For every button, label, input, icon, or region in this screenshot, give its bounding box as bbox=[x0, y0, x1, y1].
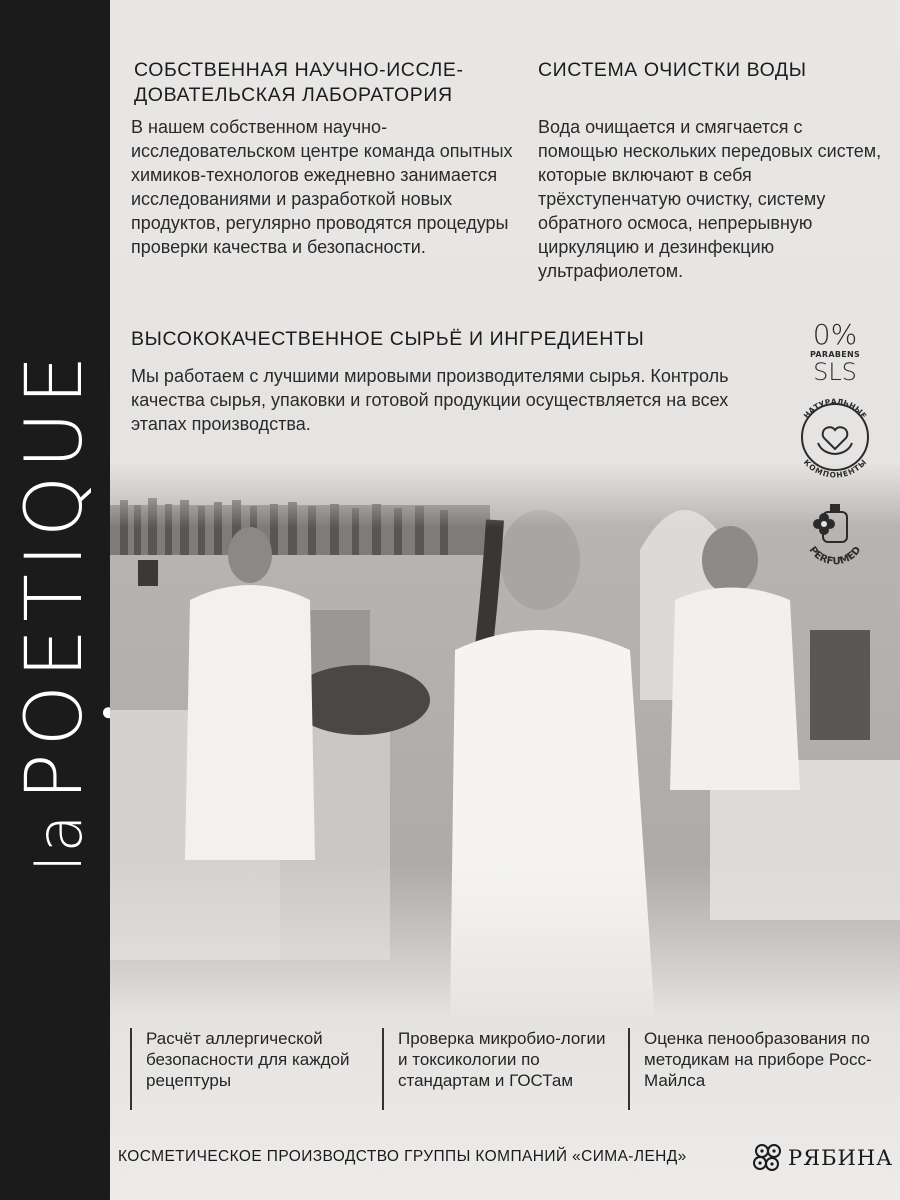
heart-icon bbox=[823, 427, 848, 449]
partner-logo bbox=[750, 1140, 893, 1176]
badges bbox=[790, 320, 880, 583]
feature-item: Расчёт аллергической безопасности для каждой рецептуры bbox=[130, 1028, 366, 1110]
materials-title: ВЫСОКОКАЧЕСТВЕННОЕ СЫРЬЁ И ИНГРЕДИЕНТЫ bbox=[131, 328, 645, 350]
materials-text: Мы работаем с лучшими мировыми производителями сырья. Контроль качества сырья, упаковки и готовой продукции осуществляется на всех этапах производства. bbox=[131, 366, 729, 434]
partner-name: РЯБИНА bbox=[788, 1146, 894, 1170]
feature-item: Проверка микробио-логии и токсикологии по стандартам и ГОСТам bbox=[382, 1028, 618, 1110]
feature-item: Оценка пенообразования по методикам на приборе Росс-Майлса bbox=[628, 1028, 894, 1110]
brand-name: PO ETIQUE bbox=[10, 348, 100, 800]
lab-photo bbox=[110, 457, 900, 1020]
lab-photo-illustration bbox=[110, 457, 900, 1020]
badge-natural-top: НАТУРАЛЬНЫЕ bbox=[801, 396, 869, 421]
brand-logo bbox=[10, 348, 100, 871]
no-parabens-sls-badge bbox=[790, 320, 880, 385]
brand-o-letter: O bbox=[10, 678, 100, 746]
lab-title: СОБСТВЕННАЯ НАУЧНО-ИССЛЕ-ДОВАТЕЛЬСКАЯ ЛАБОРАТОРИЯ bbox=[134, 59, 464, 106]
features-list bbox=[130, 1028, 900, 1118]
water-text: Вода очищается и смягчается с помощью нескольких передовых систем, которые включают в себя трёхступенчатую очистку, систему обратного осмоса, непрерывную циркуляцию и дезинфекцию ультрафиолетом. bbox=[538, 117, 882, 281]
brand-sidebar bbox=[0, 0, 110, 1200]
brand-prefix: la bbox=[23, 812, 96, 872]
badge-parabens: PARABENS bbox=[809, 350, 861, 359]
lab-text: В нашем собственном научно-исследовательском центре команда опытных химиков-технологов ежедневно занимается исследованиями и разработкой новых продуктов, регулярно проводятся процедуры проверки качества и безопасности. bbox=[131, 117, 513, 257]
water-title: СИСТЕМА ОЧИСТКИ ВОДЫ bbox=[538, 59, 807, 81]
perfumed-badge bbox=[790, 490, 880, 578]
badge-sls: SLS bbox=[813, 358, 857, 386]
rowan-berries-icon bbox=[750, 1140, 786, 1176]
flower-icon bbox=[813, 513, 835, 535]
badge-natural-bottom: КОМПОНЕНТЫ bbox=[801, 457, 869, 480]
badge-perfumed: PERFUMED bbox=[806, 544, 864, 568]
natural-components-badge bbox=[790, 391, 880, 483]
badge-percent: 0% bbox=[812, 318, 858, 351]
footer-text: КОСМЕТИЧЕСКОЕ ПРОИЗВОДСТВО ГРУППЫ КОМПАНИЙ «СИМА-ЛЕНД» bbox=[118, 1148, 687, 1165]
